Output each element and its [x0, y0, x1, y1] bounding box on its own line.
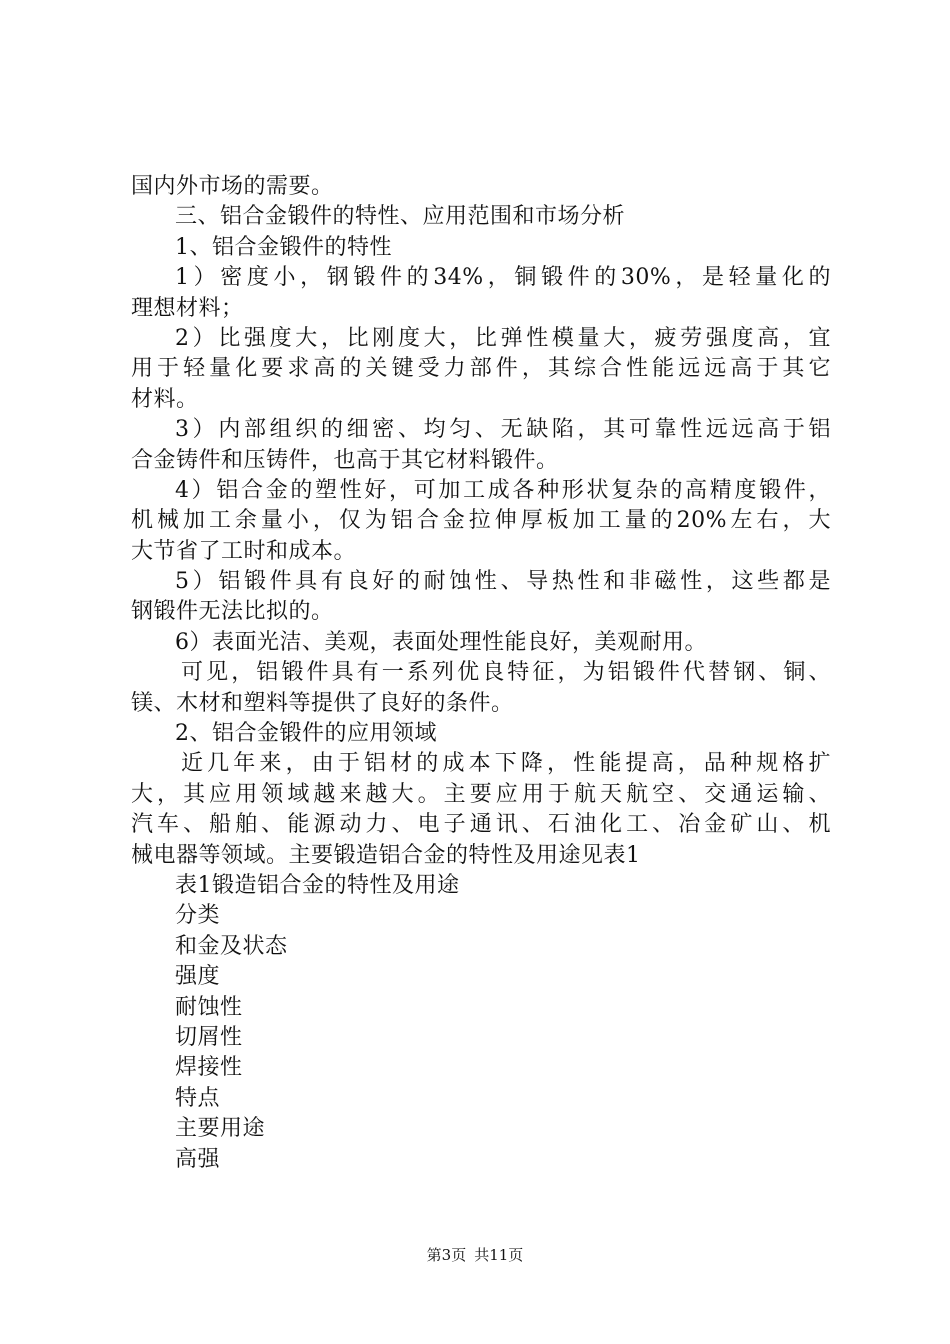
page-number: 第3页 [426, 1246, 467, 1264]
text-line: 2）比强度大，比刚度大，比弹性模量大，疲劳强度高，宜 [175, 325, 831, 351]
table-cell: 强度 [175, 964, 221, 990]
page-total: 共11页 [474, 1246, 524, 1264]
text-line: 5）铝锻件具有良好的耐蚀性、导热性和非磁性，这些都是 [175, 569, 831, 595]
table-cell: 焊接性 [175, 1055, 243, 1081]
text-line: 用于轻量化要求高的关键受力部件，其综合性能远远高于其它 [131, 356, 831, 382]
text-line: 可见，铝锻件具有一系列优良特征，为铝锻件代替钢、铜、 [181, 660, 831, 686]
text-line: 理想材料； [131, 295, 244, 321]
text-line: 4）铝合金的塑性好，可加工成各种形状复杂的高精度锻件， [175, 477, 831, 503]
text-line: 材料。 [131, 386, 199, 412]
text-line: 汽车、船舶、能源动力、电子通讯、石油化工、冶金矿山、机 [131, 812, 831, 838]
text-line: 钢锻件无法比拟的。 [131, 599, 334, 625]
table-cell: 分类 [175, 903, 221, 929]
table-cell: 特点 [175, 1085, 221, 1111]
subsection-heading: 2、铝合金锻件的应用领域 [175, 721, 437, 747]
table-cell: 和金及状态 [175, 933, 288, 959]
table-cell: 高强 [175, 1146, 221, 1172]
text-line: 6）表面光洁、美观，表面处理性能良好，美观耐用。 [175, 629, 707, 655]
text-line: 大，其应用领域越来越大。主要应用于航天航空、交通运输、 [131, 781, 831, 807]
subsection-heading: 1、铝合金锻件的特性 [175, 234, 392, 260]
text-line: 合金铸件和压铸件，也高于其它材料锻件。 [131, 447, 559, 473]
text-line: 3）内部组织的细密、均匀、无缺陷，其可靠性远远高于铝 [175, 417, 831, 443]
document-body [131, 172, 831, 1175]
table-caption: 表1锻造铝合金的特性及用途 [175, 872, 460, 898]
table-cell: 主要用途 [175, 1116, 266, 1142]
table-cell: 切屑性 [175, 1024, 243, 1050]
table-cell: 耐蚀性 [175, 994, 243, 1020]
text-line: 近几年来，由于铝材的成本下降，性能提高，品种规格扩 [181, 751, 831, 777]
text-line: 镁、木材和塑料等提供了良好的条件。 [131, 690, 514, 716]
text-line: 国内外市场的需要。 [131, 174, 334, 199]
text-line: 机械加工余量小，仅为铝合金拉伸厚板加工量的20%左右，大 [131, 508, 831, 534]
section-heading: 三、铝合金锻件的特性、应用范围和市场分析 [175, 204, 626, 230]
page-footer [0, 1244, 950, 1265]
text-line: 械电器等领域。主要锻造铝合金的特性及用途见表1 [131, 842, 641, 868]
text-line: 1）密度小，钢锻件的34%，铜锻件的30%，是轻量化的 [175, 265, 831, 291]
text-line: 大节省了工时和成本。 [131, 538, 357, 564]
